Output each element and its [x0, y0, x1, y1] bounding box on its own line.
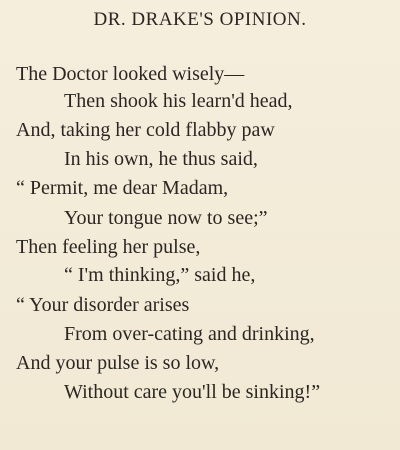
poem-line: The Doctor looked wisely—: [16, 63, 245, 85]
poem-line: “ I'm thinking,” said he,: [64, 264, 256, 286]
poem-line: From over-cating and drinking,: [64, 323, 315, 345]
poem-line: And your pulse is so low,: [16, 352, 220, 374]
poem-line: In his own, he thus said,: [64, 148, 258, 170]
poem-line: Your tongue now to see;”: [64, 207, 268, 229]
poem-line: “ Permit, me dear Madam,: [16, 177, 229, 199]
poem-line: Then feeling her pulse,: [16, 236, 201, 258]
poem-title: DR. DRAKE'S OPINION.: [93, 9, 307, 30]
poem-line: Without care you'll be sinking!”: [64, 381, 321, 403]
poem-line: “ Your disorder arises: [16, 294, 190, 316]
poem-line: Then shook his learn'd head,: [64, 90, 293, 112]
poem-line: And, taking her cold flabby paw: [16, 119, 275, 141]
